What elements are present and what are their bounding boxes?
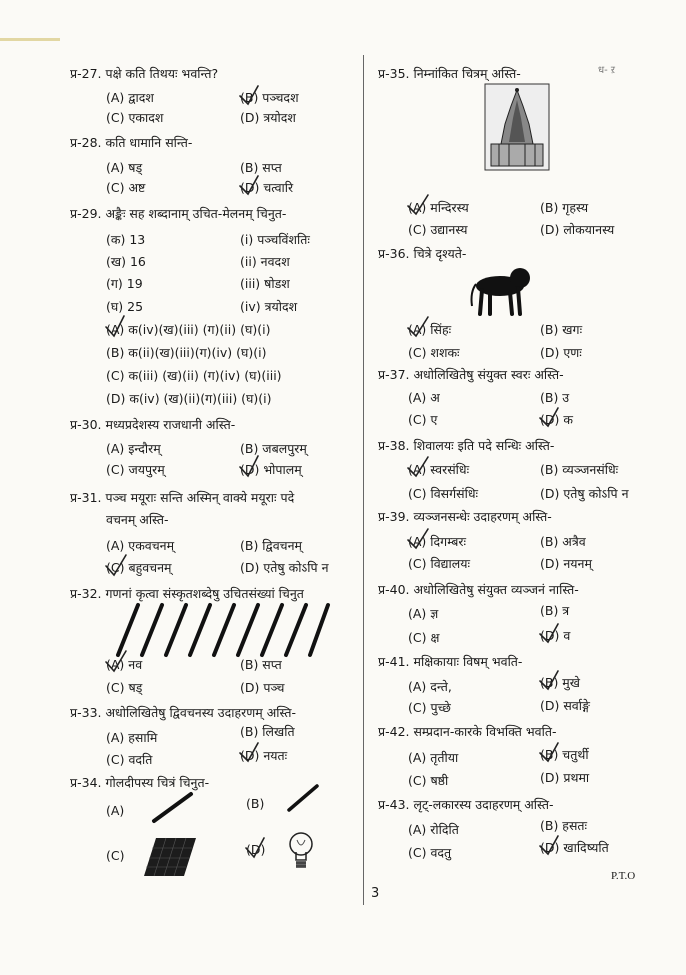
tick-q38	[408, 457, 428, 476]
tick-q33	[240, 743, 258, 761]
q27-option-c[interactable]: (C) एकादश	[106, 110, 164, 125]
q29-right-4: (iv) त्रयोदश	[240, 299, 298, 314]
tick-q31	[106, 555, 126, 575]
q37-option-d[interactable]: (D) क	[540, 412, 573, 427]
q38-option-d[interactable]: (D) एतेषु कोऽपि न	[540, 486, 629, 501]
question-40: प्र-40. अधोलिखितेषु संयुक्त व्यञ्जनं नास्ति-	[378, 582, 579, 597]
q39-option-c[interactable]: (C) विद्यालयः	[408, 556, 471, 571]
q34-option-a[interactable]: (A)	[106, 803, 125, 818]
question-37: प्र-37. अधोलिखितेषु संयुक्त स्वरः अस्ति-	[378, 367, 564, 382]
q34-option-c[interactable]: (C)	[106, 848, 125, 863]
tick-q41	[540, 671, 558, 689]
tick-q28	[240, 176, 258, 194]
question-31: प्र-31. पञ्च मयूराः सन्ति अस्मिन् वाक्ये मयूराः पदे	[70, 490, 295, 505]
q36-option-d[interactable]: (D) एणः	[540, 345, 582, 360]
q28-option-c[interactable]: (C) अष्ट	[106, 180, 146, 195]
q32-option-a[interactable]: (A) नव	[106, 657, 143, 672]
q34-option-b[interactable]: (B)	[246, 796, 265, 811]
q33-option-a[interactable]: (A) हसामि	[106, 730, 158, 745]
q35-option-b[interactable]: (B) गृहस्य	[540, 200, 589, 215]
q41-option-c[interactable]: (C) पुच्छे	[408, 700, 451, 715]
q29-right-2: (ii) नवदश	[240, 254, 290, 269]
q29-left-2: (ख) 16	[106, 254, 146, 269]
q41-option-a[interactable]: (A) दन्ते,	[408, 679, 452, 694]
q28-option-b[interactable]: (B) सप्त	[240, 160, 282, 175]
q33-option-c[interactable]: (C) वदति	[106, 752, 153, 767]
q28-option-a[interactable]: (A) षड्	[106, 160, 143, 175]
tick-q36	[408, 317, 428, 336]
q31-option-d[interactable]: (D) एतेषु कोऽपि न	[240, 560, 329, 575]
tick-q27	[240, 86, 258, 104]
q29-option-c[interactable]: (C) क(iii) (ख)(ii) (ग)(iv) (घ)(iii)	[106, 368, 282, 383]
q38-option-b[interactable]: (B) व्यञ्जनसंधिः	[540, 462, 619, 477]
tick-q34	[246, 838, 264, 857]
question-34: प्र-34. गोलदीपस्य चित्रं चिनुत-	[70, 775, 210, 790]
tick-q39	[408, 529, 428, 548]
q29-option-a[interactable]: (A) क(iv)(ख)(iii) (ग)(ii) (घ)(i)	[106, 322, 271, 337]
q42-option-d[interactable]: (D) प्रथमा	[540, 770, 590, 785]
question-39: प्र-39. व्यञ्जनसन्धेः उदाहरणम् अस्ति-	[378, 509, 552, 524]
q43-option-d[interactable]: (D) खादिष्यति	[540, 840, 609, 855]
question-43: प्र-43. लृट्-लकारस्य उदाहरणम् अस्ति-	[378, 797, 554, 812]
tick-q29	[106, 316, 124, 336]
corner-mark: ध- ऱ	[598, 65, 616, 76]
q36-option-c[interactable]: (C) शशकः	[408, 345, 460, 360]
q41-option-d[interactable]: (D) सर्वाङ्गे	[540, 698, 590, 713]
q37-option-a[interactable]: (A) अ	[408, 390, 440, 405]
question-35: प्र-35. निम्नांकित चित्रम् अस्ति-	[378, 66, 521, 81]
q39-option-b[interactable]: (B) अत्रैव	[540, 534, 586, 549]
question-41: प्र-41. मक्षिकायाः विषम् भवति-	[378, 654, 523, 669]
question-31-line2: वचनम् अस्ति-	[106, 512, 169, 527]
question-38: प्र-38. शिवालयः इति पदे सन्धिः अस्ति-	[378, 438, 555, 453]
q42-option-c[interactable]: (C) षष्ठी	[408, 773, 449, 788]
q38-option-a[interactable]: (A) स्वरसंधिः	[408, 462, 470, 477]
q43-option-c[interactable]: (C) वदतु	[408, 845, 452, 860]
question-32: प्र-32. गणनां कृत्वा संस्कृतशब्देषु उचितसंख्यां चिनुत	[70, 586, 304, 601]
q27-option-a[interactable]: (A) द्वादश	[106, 90, 154, 105]
q35-option-c[interactable]: (C) उद्यानस्य	[408, 222, 468, 237]
q30-option-c[interactable]: (C) जयपुरम्	[106, 462, 165, 477]
q32-option-d[interactable]: (D) पञ्च	[240, 680, 285, 695]
q39-option-d[interactable]: (D) नयनम्	[540, 556, 592, 571]
q29-right-1: (i) पञ्चविंशतिः	[240, 232, 310, 247]
q29-left-3: (ग) 19	[106, 276, 143, 291]
q36-option-a[interactable]: (A) सिंहः	[408, 322, 452, 337]
q32-option-b[interactable]: (B) सप्त	[240, 657, 282, 672]
tick-q43	[540, 836, 558, 854]
question-27: प्र-27. पक्षे कति तिथयः भवन्ति?	[70, 66, 219, 81]
q39-option-a[interactable]: (A) दिगम्बरः	[408, 534, 467, 549]
q40-option-a[interactable]: (A) ज्ञ	[408, 606, 439, 621]
q29-option-b[interactable]: (B) क(ii)(ख)(iii)(ग)(iv) (घ)(i)	[106, 345, 267, 360]
q29-right-3: (iii) षोडश	[240, 276, 290, 291]
tick-q30	[240, 456, 258, 476]
q37-option-b[interactable]: (B) उ	[540, 390, 570, 405]
q35-option-d[interactable]: (D) लोकयानस्य	[540, 222, 615, 237]
q30-option-b[interactable]: (B) जबलपुरम्	[240, 441, 307, 456]
q41-option-b[interactable]: (B) मुखे	[540, 675, 581, 690]
q38-option-c[interactable]: (C) विसर्गसंधिः	[408, 486, 479, 501]
q29-left-4: (घ) 25	[106, 299, 144, 314]
q29-left-1: (क) 13	[106, 232, 146, 247]
q42-option-b[interactable]: (B) चतुर्थी	[540, 747, 589, 762]
question-29: प्र-29. अङ्कैः सह शब्दानाम् उचित-मेलनम् चिनुत-	[70, 206, 287, 221]
q35-option-a[interactable]: (A) मन्दिरस्य	[408, 200, 469, 215]
question-30: प्र-30. मध्यप्रदेशस्य राजधानी अस्ति-	[70, 417, 236, 432]
q32-option-c[interactable]: (C) षड्	[106, 680, 143, 695]
question-42: प्र-42. सम्प्रदान-कारके विभक्ति भवति-	[378, 724, 557, 739]
q27-option-d[interactable]: (D) त्रयोदश	[240, 110, 296, 125]
q40-option-c[interactable]: (C) क्ष	[408, 630, 440, 645]
q31-option-c[interactable]: (C) बहुवचनम्	[106, 560, 172, 575]
q31-option-a[interactable]: (A) एकवचनम्	[106, 538, 175, 553]
pto-label: P.T.O	[611, 870, 636, 882]
q27-option-b[interactable]: (B) पञ्चदश	[240, 90, 299, 105]
tick-q37	[540, 408, 558, 426]
question-36: प्र-36. चित्रे दृश्यते-	[378, 246, 467, 261]
question-33: प्र-33. अधोलिखितेषु द्विवचनस्य उदाहरणम् अस्ति-	[70, 705, 297, 720]
q43-option-a[interactable]: (A) रोदिति	[408, 822, 459, 837]
q36-option-b[interactable]: (B) खगः	[540, 322, 583, 337]
q30-option-d[interactable]: (D) भोपालम्	[240, 462, 302, 477]
q42-option-a[interactable]: (A) तृतीया	[408, 750, 459, 765]
q29-option-d[interactable]: (D) क(iv) (ख)(ii)(ग)(iii) (घ)(i)	[106, 391, 272, 406]
q33-option-b[interactable]: (B) लिखति	[240, 724, 295, 739]
page-number: 3	[371, 886, 380, 901]
q33-option-d[interactable]: (D) नयतः	[240, 748, 288, 763]
tick-q35	[408, 195, 428, 214]
tick-q42	[540, 743, 558, 761]
q31-option-b[interactable]: (B) द्विवचनम्	[240, 538, 303, 553]
q40-option-d[interactable]: (D) व	[540, 628, 571, 643]
q30-option-a[interactable]: (A) इन्दौरम्	[106, 441, 161, 456]
q28-option-d[interactable]: (D) चत्वारि	[240, 180, 294, 195]
question-28: प्र-28. कति धामानि सन्ति-	[70, 135, 193, 150]
q40-option-b[interactable]: (B) त्र	[540, 603, 570, 618]
q34-option-d[interactable]: (D)	[246, 842, 266, 857]
tick-q40	[540, 624, 558, 642]
q43-option-b[interactable]: (B) हसतः	[540, 818, 588, 833]
q37-option-c[interactable]: (C) ए	[408, 412, 438, 427]
tick-q32	[106, 651, 126, 671]
